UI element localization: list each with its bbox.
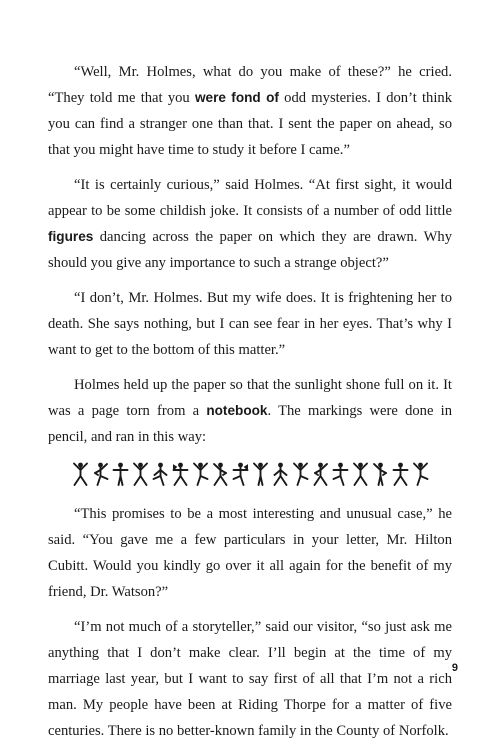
paragraph-6 (48, 614, 452, 744)
text-run: odd mysteries. I don’t think you can find a stranger one than that. I sent the paper on ahead, so that you might have time to study it before I came.” (48, 90, 452, 158)
dancing-figure-12 (291, 461, 310, 487)
dancing-figure-15 (351, 461, 370, 487)
vocabulary-word: figures (48, 229, 94, 244)
page-number: 9 (451, 662, 458, 674)
dancing-figure-6 (171, 461, 190, 487)
paragraph-5 (48, 501, 452, 605)
dancing-figure-4 (131, 461, 150, 487)
dancing-figure-10 (251, 461, 270, 487)
text-run: dancing across the paper on which they are drawn. Why should you give any importance to such a strange object?” (48, 229, 452, 271)
text-run: “I’m not much of a storyteller,” said our visitor, “so just ask me anything that I don’t make clear. I’ll begin at the time of my marriage last year, but I want to say first of all that I’m not a rich man. My people have been at Riding Thorpe for a matter of five centuries. There is no better-known family in the County of Norfolk. (48, 619, 452, 739)
paragraph-4 (48, 372, 452, 450)
text-run: “I don’t, Mr. Holmes. But my wife does. It is frightening her to death. She says nothing, but I can see fear in her eyes. That’s why I want to get to the bottom of this matter.” (48, 290, 452, 358)
dancing-men-cipher (48, 459, 452, 487)
paragraph-1 (48, 59, 452, 163)
text-run: “Well, Mr. Holmes, what do you make of these?” he cried. “They told me that you (48, 64, 452, 106)
dancing-figure-8 (211, 461, 230, 487)
story-page (48, 59, 452, 753)
dancing-figure-11 (271, 461, 290, 487)
paragraph-2 (48, 172, 452, 276)
dancing-figure-2 (91, 461, 110, 487)
dancing-figure-17 (391, 461, 410, 487)
paragraph-3 (48, 285, 452, 363)
dancing-figure-3 (111, 461, 130, 487)
vocabulary-word: were fond of (194, 90, 279, 105)
text-run: “It is certainly curious,” said Holmes. “At first sight, it would appear to be some childish joke. It consists of a number of odd little (48, 177, 452, 219)
text-run: . The markings were done in pencil, and ran in this way: (48, 403, 453, 445)
dancing-figure-13 (311, 461, 330, 487)
story-text (48, 59, 452, 744)
dancing-figure-9 (231, 461, 250, 487)
dancing-figure-14 (331, 461, 350, 487)
dancing-figure-5 (151, 461, 170, 487)
dancing-figure-18 (411, 461, 430, 487)
dancing-figure-16 (371, 461, 390, 487)
text-run: Holmes held up the paper so that the sunlight shone full on it. It was a page torn from a (48, 377, 452, 419)
dancing-figure-1 (71, 461, 90, 487)
vocabulary-word: notebook (206, 403, 268, 418)
text-run: “This promises to be a most interesting and unusual case,” he said. “You gave me a few particulars in your letter, Mr. Hilton Cubitt. Would you kindly go over it all again for the benefit of my friend, Dr. Watson?” (48, 506, 452, 600)
dancing-figure-7 (191, 461, 210, 487)
